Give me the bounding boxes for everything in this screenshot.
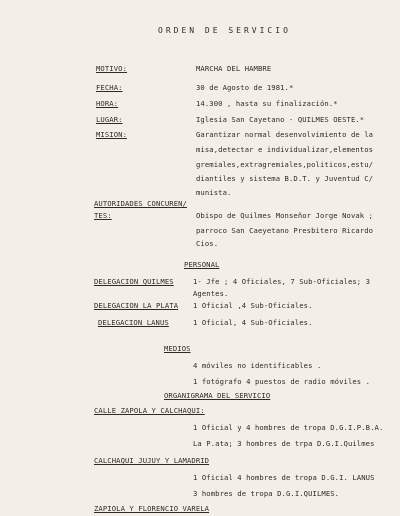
delegacion-lanus-label: DELEGACION LANUS <box>98 318 169 327</box>
autoridades-line: Cios. <box>196 239 219 248</box>
organigrama-section-line: 3 hombres de tropa D.G.I.QUILMES. <box>193 489 340 498</box>
delegacion-lanus-line: 1 Oficial, 4 Sub-Oficiales. <box>193 318 313 327</box>
lugar-label: LUGAR: <box>96 115 123 124</box>
mision-line: gremiales,extragremiales,politicos,estu/ <box>196 160 374 169</box>
personal-heading: PERSONAL <box>184 260 220 269</box>
motivo-value: MARCHA DEL HAMBRE <box>196 64 272 73</box>
hora-value: 14.300 , hasta su finalización.* <box>196 99 338 108</box>
mision-line: diantiles y sistema B.D.T. y Juventud C/ <box>196 174 374 183</box>
organigrama-section-label: CALLE ZAPOLA Y CALCHAQUI: <box>94 406 205 415</box>
motivo-label: MOTIVO: <box>96 64 127 73</box>
mision-label: MISION: <box>96 130 127 139</box>
hora-label: HORA: <box>96 99 119 108</box>
delegacion-quilmes-line: 1- Jfe ; 4 Oficiales, 7 Sub-Oficiales; 3 <box>193 277 371 286</box>
delegacion-la-plata-line: 1 Oficial ,4 Sub-Oficiales. <box>193 301 313 310</box>
organigrama-section-label: ZAPIOLA Y FLORENCIO VARELA <box>94 504 210 513</box>
organigrama-section-line: 1 Oficial y 4 hombres de tropa D.G.I.P.B.A. <box>193 423 384 432</box>
medios-line: 4 móviles no identificables . <box>193 361 322 370</box>
autoridades-line: parroco San Caeyetano Presbitero Ricardo <box>196 226 374 235</box>
delegacion-la-plata-label: DELEGACION LA PLATA <box>94 301 179 310</box>
organigrama-section-line: 1 Oficial 4 hombres de tropa D.G.I. LANUS <box>193 473 375 482</box>
mision-line: Garantizar normal desenvolvimiento de la <box>196 130 374 139</box>
fecha-value: 30 de Agosto de 1981.* <box>196 83 294 92</box>
medios-heading: MEDIOS <box>164 344 191 353</box>
autoridades-label: TES: <box>94 211 112 220</box>
medios-line: 1 fotógrafo 4 puestos de radio móviles . <box>193 377 371 386</box>
lugar-value: Iglesia San Cayetano - QUILMES OESTE.* <box>196 115 365 124</box>
delegacion-quilmes-label: DELEGACION QUILMES <box>94 277 174 286</box>
mision-line: munista. <box>196 188 232 197</box>
organigrama-section-line: La P.ata; 3 hombres de trpa D.G.I.Quilmes <box>193 439 375 448</box>
organigrama-heading: ORGANIGRAMA DEL SERVICIO <box>164 391 271 400</box>
delegacion-quilmes-line: Agentes. <box>193 289 229 298</box>
autoridades-line: Obispo de Quilmes Monseñor Jorge Novak ; <box>196 211 374 220</box>
fecha-label: FECHA: <box>96 83 123 92</box>
organigrama-section-label: CALCHAQUI JUJUY Y LAMADRID <box>94 456 210 465</box>
document-title: ORDEN DE SERVICIO <box>158 26 291 35</box>
mision-line: misa,detectar e individualizar,elementos <box>196 145 374 154</box>
autoridades-label: AUTORIDADES CONCUREN/ <box>94 199 187 208</box>
